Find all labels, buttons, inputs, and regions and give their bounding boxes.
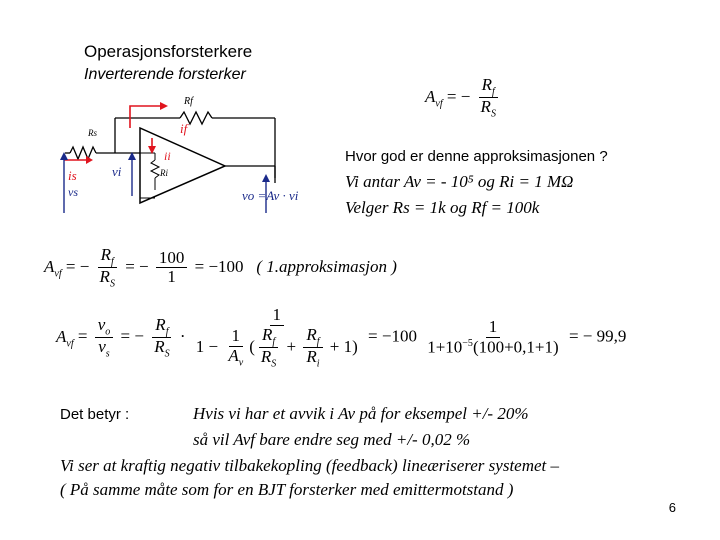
rs-resistor bbox=[70, 147, 96, 159]
vi-label: vi bbox=[112, 164, 122, 179]
approx-equation: $A_{vf}$ = − $\frac{R_f}{R_S}$ = − $\frac{100}{1}$ = −100 ( 1.approksimasjon ) bbox=[44, 245, 397, 290]
choice-text: Velger Rs = 1k og Rf = 100k bbox=[345, 198, 540, 217]
conclusion-line-2: så vil Avf bare endre seg med +/- 0,02 % bbox=[193, 430, 471, 449]
page-title: Operasjonsforsterkere bbox=[84, 42, 253, 61]
exact-equation: $A_{vf}$ = $\frac{v_o}{v_s}$ = − $\frac{R_f}{R_S}$ · 1 1 − $\frac{1}{A_v}$ ( $\frac{R_f}{R_S}$ + $\frac{R_f}{R_i}$ + 1) = −100 $\frac{1}{1+10^{-5}(100+0,1+1)}$ = − 99,9 bbox=[56, 305, 627, 370]
betyr-label: Det betyr : bbox=[60, 406, 130, 423]
vs-label: vs bbox=[68, 185, 78, 199]
page-number: 6 bbox=[668, 500, 676, 515]
conclusion-line-3: Vi ser at kraftig negativ tilbakekopling (feedback) lineæriserer systemet – bbox=[60, 456, 560, 475]
inverting-amplifier-circuit bbox=[60, 88, 345, 223]
if-label: if bbox=[180, 121, 188, 136]
ii-label: ii bbox=[164, 149, 171, 163]
if-arrow bbox=[130, 106, 160, 128]
ri-label: Ri bbox=[160, 168, 168, 178]
avf-formula: $A_{vf}$ = − $\frac{R_f}{R_S}$ bbox=[425, 75, 496, 120]
question-text: Hvor god er denne approksimasjonen ? bbox=[345, 148, 608, 165]
rs-label: Rs bbox=[88, 128, 97, 138]
rf-label: Rf bbox=[184, 96, 193, 107]
assumption-text: Vi antar Av = - 10⁵ og Ri = 1 MΩ bbox=[345, 172, 574, 191]
approx-result: −100 bbox=[208, 256, 244, 276]
conclusion-line-4: ( På samme måte som for en BJT forsterker med emittermotstand ) bbox=[60, 480, 514, 499]
ri-resistor bbox=[151, 160, 159, 178]
conclusion-line-1: Hvis vi har et avvik i Av på for eksempel +/- 20% bbox=[193, 404, 529, 423]
approx-label: ( 1.approksimasjon ) bbox=[256, 256, 397, 276]
exact-result: − 99,9 bbox=[582, 326, 627, 346]
minus-label: − bbox=[142, 191, 149, 205]
vo-label: vo =Av · vi bbox=[242, 188, 299, 203]
page-subtitle: Inverterende forsterker bbox=[84, 66, 246, 83]
is-label: is bbox=[68, 168, 77, 183]
